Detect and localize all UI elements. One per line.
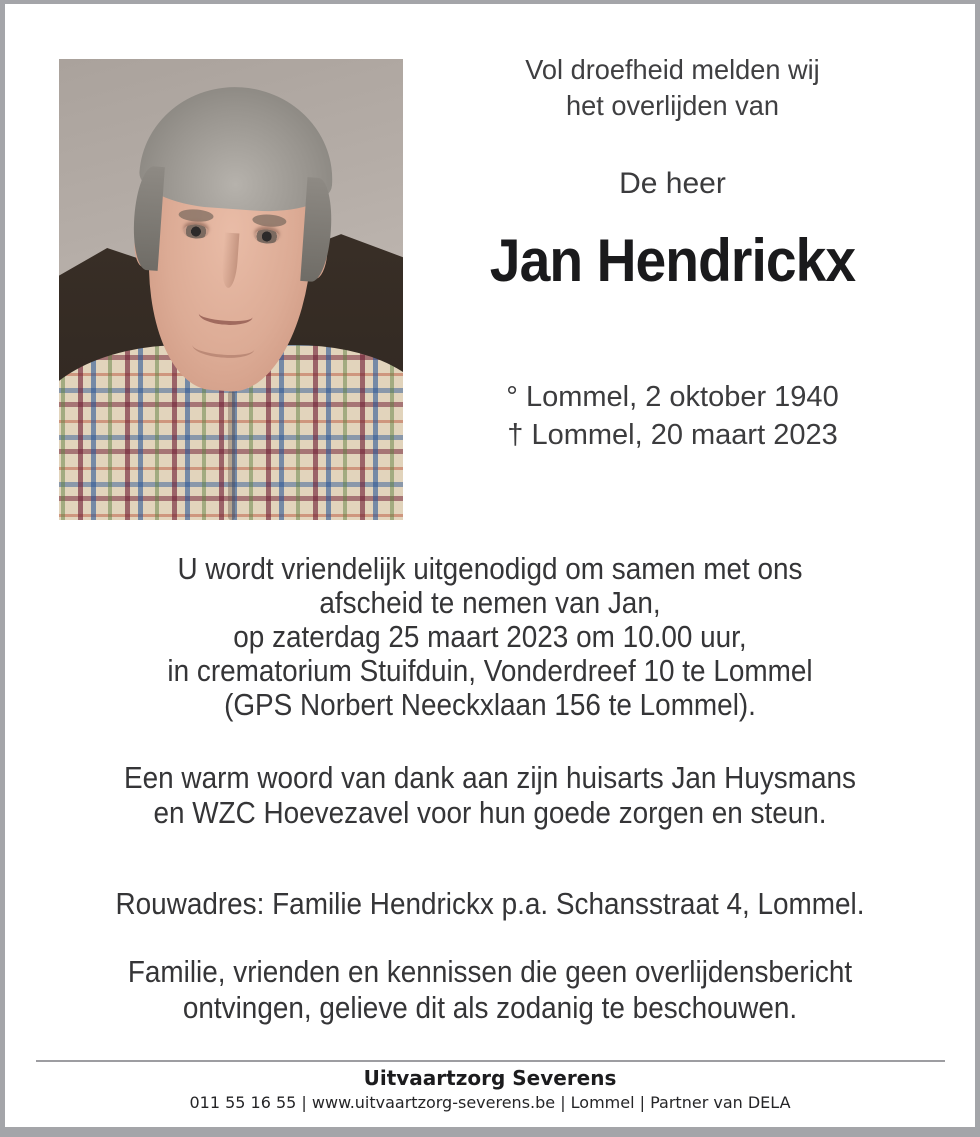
funeral-home-contact: 011 55 16 55 | www.uitvaartzorg-severens.be | Lommel | Partner van DELA [189, 1093, 791, 1112]
announcement-intro [418, 52, 927, 124]
invitation-line: (GPS Norbert Neeckxlaan 156 te Lommel). [224, 687, 756, 722]
announcement-intro-line: het overlijden van [566, 90, 779, 121]
photo-head [124, 80, 337, 397]
thanks-line: Een warm woord van dank aan zijn huisarts Jan Huysmans [124, 760, 856, 795]
notice-line: ontvingen, gelieve dit als zodanig te beschouwen. [182, 990, 798, 1025]
deceased-name: Jan Hendrickx [489, 227, 856, 294]
footer-divider [36, 1060, 945, 1062]
birth-date-line: ° Lommel, 2 oktober 1940 [506, 381, 839, 413]
mourning-address: Rouwadres: Familie Hendrickx p.a. Schansstraat 4, Lommel. [115, 886, 865, 921]
invitation-line: afscheid te nemen van Jan, [319, 585, 661, 620]
announcement-intro-line: Vol droefheid melden wij [525, 54, 820, 85]
invitation-line: op zaterdag 25 maart 2023 om 10.00 uur, [233, 619, 747, 654]
life-dates [410, 378, 935, 454]
thanks-line: en WZC Hoevezavel voor hun goede zorgen en steun. [153, 795, 827, 830]
invitation-line: U wordt vriendelijk uitgenodigd om samen met ons [177, 551, 803, 586]
photo-shirt-placket [228, 391, 235, 520]
notice-paragraph [54, 954, 927, 1026]
funeral-home-name: Uitvaartzorg Severens [363, 1066, 617, 1090]
portrait-photo [59, 59, 403, 520]
death-date-line: † Lommel, 20 maart 2023 [507, 419, 838, 451]
invitation-paragraph [54, 552, 927, 722]
invitation-line: in crematorium Stuifduin, Vonderdreef 10 te Lommel [167, 653, 813, 688]
notice-line: Familie, vrienden en kennissen die geen overlijdensbericht [127, 954, 853, 989]
salutation: De heer [619, 167, 726, 200]
thanks-paragraph [54, 760, 927, 830]
obituary-card [5, 4, 975, 1127]
